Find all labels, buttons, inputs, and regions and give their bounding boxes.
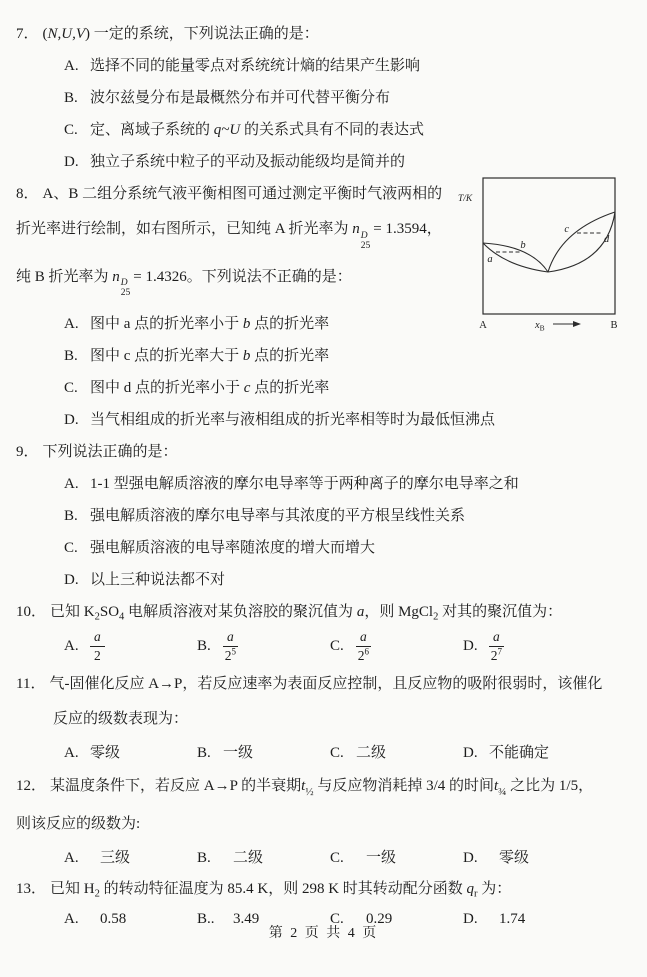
option-text: 二级 [233, 850, 264, 867]
option-text: 1-1 型强电解质溶液的摩尔电导率等于两种离子的摩尔电导率之和 [90, 476, 519, 493]
option-label: A. [64, 316, 79, 333]
q8-option-d [16, 410, 627, 430]
question-8-stem-line2: 折光率进行绘制，如右图所示，已知纯 A 折光率为 n D 25 = 1.3594， [16, 221, 442, 251]
q9-option-b [16, 506, 627, 526]
option-text: 图中 c 点的折光率大于 b 点的折光率 [90, 348, 330, 365]
fraction: $\frac{a}{2^5}$ [224, 629, 236, 663]
q9-option-a [16, 474, 627, 494]
option-text: 一级 [366, 850, 397, 867]
x-axis-arrow-head [573, 321, 581, 327]
question-8 [16, 184, 627, 430]
option-text: 强电解质溶液的摩尔电导率与其浓度的平方根呈线性关系 [90, 508, 466, 525]
option-text: 独立子系统中粒子的平动及振动能级均是简并的 [90, 154, 406, 170]
point-b-label: b [520, 240, 526, 251]
point-c-label: c [564, 224, 569, 235]
y-axis-label: T/K [458, 194, 473, 204]
option-label: D. [463, 850, 478, 867]
question-number: 10． [16, 604, 47, 621]
option-label: A. [64, 637, 79, 654]
option-text: 1.74 [499, 911, 526, 928]
q12-option-b [197, 846, 330, 867]
question-12 [16, 774, 627, 867]
question-10 [16, 602, 627, 662]
option-text: 二级 [356, 745, 387, 762]
question-12-stem-line1: 12． 某温度条件下，若反应 A→P 的半衰期$t_{\frac{1}{2}}$ 与反应物消耗掉 3/4 的时间$t_{\frac{3}{4}}$ 之比为 1/5， [16, 774, 627, 798]
option-label: A. [64, 911, 79, 928]
q9-option-d [16, 570, 627, 590]
variable-a: a [356, 604, 365, 621]
question-11-stem-line2: 反应的级数表现为： [53, 711, 189, 728]
question-number: 8． [16, 186, 39, 202]
option-label: B. [64, 90, 78, 106]
question-number: 9． [16, 444, 39, 461]
q11-option-c [330, 741, 463, 762]
option-label: D. [463, 637, 478, 654]
option-label: D. [64, 412, 79, 429]
q10-option-d [463, 630, 504, 662]
option-label: D. [463, 745, 478, 762]
question-13-stem: 13． 已知 $H_2$ 的转动特征温度为 85.4 K，则 298 K 时其转动配分函数 $q_r$ 为： [16, 881, 512, 901]
question-9-stem: 9． 下列说法正确的是： [16, 444, 178, 461]
option-label: B. [197, 850, 211, 867]
option-text: 0.58 [100, 911, 127, 928]
question-7 [16, 24, 627, 172]
q10-option-a [64, 630, 197, 662]
q11-option-b [197, 741, 330, 762]
option-text: 以上三种说法都不对 [90, 572, 226, 589]
option-label: B. [64, 508, 78, 525]
x-axis-label: $x_B$ [535, 320, 545, 333]
time-t34: $t_{\frac{3}{4}}$ [493, 778, 507, 799]
option-text: 一级 [223, 745, 254, 762]
option-label: C. [64, 380, 78, 397]
page-footer: 第 2 页 共 4 页 [268, 926, 379, 941]
refractive-index-B: n D 25 = 1.4326。下列说法不正确的是： [112, 268, 352, 299]
point-d-label: d [604, 234, 610, 245]
option-text: 强电解质溶液的电导率随浓度的增大而增大 [90, 540, 376, 557]
option-label: D. [64, 572, 79, 589]
q7-option-c [16, 120, 627, 140]
question-number: 11． [16, 676, 46, 693]
fraction: $\frac{a}{2^7}$ [490, 629, 502, 663]
option-label: A. [64, 476, 79, 493]
option-label: D. [64, 154, 79, 170]
left-lens-upper-curve [483, 243, 548, 272]
question-number: 7． [16, 26, 39, 42]
phase-diagram-figure [457, 174, 629, 344]
option-text: 零级 [90, 745, 121, 762]
q12-option-d [463, 846, 529, 867]
option-label: B. [197, 637, 211, 654]
variables-NUV: N,U,V [47, 26, 86, 42]
fraction: $\frac{a}{2}$ [90, 630, 105, 662]
phase-diagram-svg [457, 174, 629, 344]
q12-option-a [64, 846, 197, 867]
refractive-index-A: n D 25 = 1.3594， [352, 221, 442, 251]
point-a-label: a [487, 254, 493, 265]
option-text: 3.49 [233, 911, 260, 928]
option-label: A. [64, 745, 79, 762]
option-text: 0.29 [366, 911, 393, 928]
question-8-stem-line3: 纯 B 折光率为 n D 25 = 1.4326。下列说法不正确的是： [16, 268, 352, 299]
option-label: C. [330, 911, 344, 928]
option-text: 选择不同的能量零点对系统统计熵的结果产生影响 [90, 58, 421, 74]
fraction: $\frac{a}{2^6}$ [357, 629, 369, 663]
question-7-stem: 7． (N,U,V) 一定的系统，下列说法正确的是： [16, 26, 319, 42]
question-8-stem-line1: 8． A、B 二组分系统气液平衡相图可通过测定平衡时气液两相的 [16, 186, 443, 202]
option-text: 图中 d 点的折光率小于 c 点的折光率 [90, 380, 330, 397]
q12-option-c [330, 846, 463, 867]
option-label: B.. [197, 911, 215, 928]
question-9 [16, 442, 627, 590]
option-text: 图中 a 点的折光率小于 b 点的折光率 [90, 316, 330, 333]
q12-options-row [16, 846, 627, 867]
option-label: C. [330, 745, 344, 762]
option-label: A. [64, 58, 79, 74]
option-text: 三级 [100, 850, 131, 867]
question-12-stem-line2: 则该反应的级数为: [16, 816, 141, 833]
question-number: 13． [16, 881, 47, 898]
option-label: C. [330, 850, 344, 867]
option-label: B. [197, 745, 211, 762]
question-10-stem: 10． 已知 $K_2SO_4$ 电解质溶液对某负溶胶的聚沉值为 a，则 MgCl$_2$ 对其的聚沉值为： [16, 604, 563, 624]
option-label: C. [64, 540, 78, 557]
option-label: B. [64, 348, 78, 365]
question-11 [16, 674, 627, 762]
q9-option-c [16, 538, 627, 558]
option-label: C. [64, 122, 78, 138]
q7-option-b [16, 88, 627, 108]
q7-option-a [16, 56, 627, 76]
q8-option-b [16, 346, 627, 366]
question-11-stem-line1: 11． 气-固催化反应 A→P，若反应速率为表面反应控制，且反应物的吸附很弱时，该催化 [16, 676, 603, 693]
q8-option-c [16, 378, 627, 398]
q11-option-d [463, 741, 549, 762]
option-label: C. [330, 637, 344, 654]
partition-function-qr: $q_r$ [466, 881, 478, 901]
q10-option-b [197, 630, 330, 662]
question-number: 12． [16, 778, 47, 795]
option-text: 波尔兹曼分布是最概然分布并可代替平衡分布 [90, 90, 391, 106]
math-qU: q~U [213, 122, 241, 138]
option-label: A. [64, 850, 79, 867]
option-label: D. [463, 911, 478, 928]
half-life-t12: $t_{\frac{1}{2}}$ [301, 778, 314, 799]
option-text: 当气相组成的折光率与液相组成的折光率相等时为最低恒沸点 [90, 412, 496, 429]
q7-option-d [16, 152, 627, 172]
option-text: 定、离域子系统的 q~U 的关系式具有不同的表达式 [90, 122, 424, 138]
option-text: 不能确定 [489, 745, 550, 762]
x-axis-left-label: A [479, 320, 487, 331]
q10-options-row [16, 630, 627, 662]
q11-option-a [64, 741, 197, 762]
x-axis-right-label: B [610, 320, 618, 331]
option-text: 零级 [499, 850, 530, 867]
q10-option-c [330, 630, 463, 662]
left-lens-lower-curve [483, 243, 548, 272]
q11-options-row [16, 741, 627, 762]
